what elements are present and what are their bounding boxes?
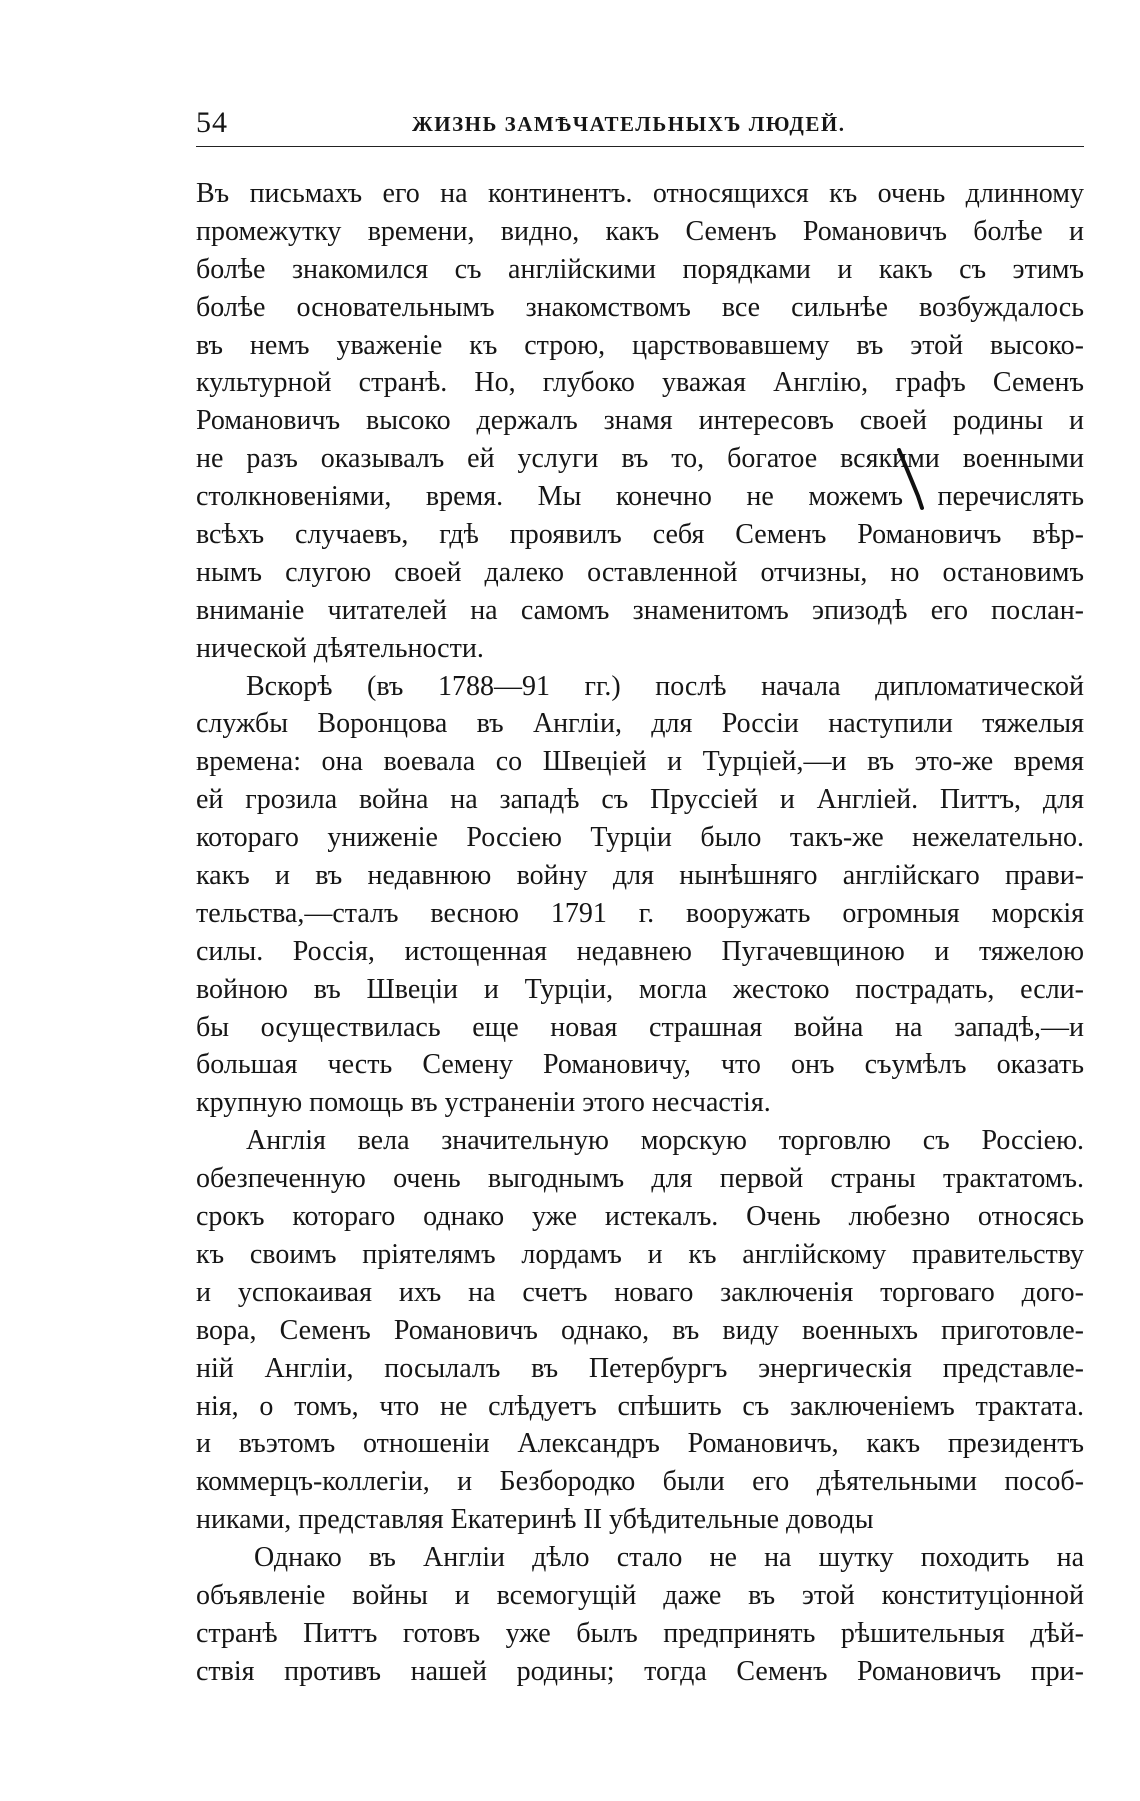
text-line: ствія противъ нашей родины; тогда Семенъ Романовичъ при- — [196, 1655, 1084, 1687]
text-line: столкновеніями, время. Мы конечно не можемъ перечислять — [196, 481, 1084, 513]
text-line: службы Воронцова въ Англіи, для Россіи наступили тяжелыя — [196, 708, 1084, 740]
text-line: войною въ Швеціи и Турціи, могла жестоко пострадать, если- — [196, 973, 1084, 1005]
text-line: промежутку времени, видно, какъ Семенъ Романовичъ болѣе и — [196, 215, 1084, 247]
text-line: вниманіе читателей на самомъ знаменитомъ эпизодѣ его послан- — [196, 594, 1084, 626]
page-number: 54 — [196, 106, 228, 139]
text-line: тельства,—сталъ весною 1791 г. вооружать огромныя морскія — [196, 897, 1084, 929]
text-line: крупную помощь въ устраненіи этого несчастія. — [196, 1087, 771, 1119]
header-rule — [196, 146, 1084, 147]
text-line: объявленіе войны и всемогущій даже въ этой конституціонной — [196, 1579, 1084, 1611]
text-line: бы осуществилась еще новая страшная война на западѣ,—и — [196, 1011, 1084, 1043]
text-line: Вскорѣ (въ 1788—91 гг.) послѣ начала дипломатической — [246, 670, 1084, 702]
text-line: вора, Семенъ Романовичъ однако, въ виду военныхъ приготовле- — [196, 1314, 1084, 1346]
text-line: и въэтомъ отношеніи Александръ Романовичъ, какъ президентъ — [196, 1428, 1084, 1460]
text-line: ей грозила война на западѣ съ Пруссіей и Англіей. Питтъ, для — [196, 784, 1084, 816]
text-line: Романовичъ высоко держалъ знамя интересовъ своей родины и — [196, 405, 1084, 437]
text-line: никами, представляя Екатеринѣ II убѣдительные доводы — [196, 1504, 874, 1536]
body-text — [196, 175, 1084, 1691]
text-line: къ своимъ пріятелямъ лордамъ и къ англійскому правительству — [196, 1238, 1084, 1270]
text-line: времена: она воевала со Швеціей и Турціей,—и въ это-же время — [196, 746, 1084, 778]
text-line: въ немъ уваженіе къ строю, царствовавшему въ этой высоко- — [196, 329, 1084, 361]
text-line: ній Англіи, посылалъ въ Петербургъ энергическія представле- — [196, 1352, 1084, 1384]
text-line: Въ письмахъ его на континентъ. относящихся къ очень длинному — [196, 178, 1084, 209]
book-title: ЖИЗНЬ ЗАМѢЧАТЕЛЬНЫХЪ ЛЮДЕЙ. — [412, 112, 846, 136]
text-line: не разъ оказывалъ ей услуги въ то, богатое всякими военными — [196, 443, 1084, 475]
text-line: и успокаивая ихъ на счетъ новаго заключенія торговаго дого- — [196, 1276, 1084, 1308]
text-line: нымъ слугою своей далеко оставленной отчизны, но остановимъ — [196, 556, 1084, 588]
text-line: всѣхъ случаевъ, гдѣ проявилъ себя Семенъ Романовичъ вѣр- — [196, 519, 1084, 551]
text-line: коммерцъ-коллегіи, и Безбородко были его дѣятельными пособ- — [196, 1466, 1084, 1498]
text-line: Однако въ Англіи дѣло стало не на шутку походить на — [254, 1542, 1084, 1574]
text-line: болѣе знакомился съ англійскими порядками и какъ съ этимъ — [196, 253, 1084, 285]
text-line: Англія вела значительную морскую торговлю съ Россіею. — [246, 1125, 1084, 1157]
text-line: большая честь Семену Романовичу, что онъ съумѣлъ оказать — [196, 1049, 1084, 1081]
text-line: срокъ котораго однако уже истекалъ. Очень любезно относясь — [196, 1201, 1084, 1233]
text-line: силы. Россія, истощенная недавнею Пугачевщиною и тяжелою — [196, 935, 1084, 967]
running-head — [196, 105, 1084, 141]
text-line: болѣе основательнымъ знакомствомъ все сильнѣе возбуждалось — [196, 291, 1084, 323]
text-line: странѣ Питтъ готовъ уже былъ предпринять рѣшительныя дѣй- — [196, 1617, 1084, 1649]
text-line: нической дѣятельности. — [196, 632, 484, 664]
ink-mark-icon — [896, 448, 924, 512]
text-line: нія, о томъ, что не слѣдуетъ спѣшить съ заключеніемъ трактата. — [196, 1390, 1084, 1422]
text-line: обезпеченную очень выгоднымъ для первой страны трактатомъ. — [196, 1163, 1084, 1195]
text-line: культурной странѣ. Но, глубоко уважая Англію, графъ Семенъ — [196, 367, 1084, 399]
text-line: котораго униженіе Россіею Турціи было такъ-же нежелательно. — [196, 822, 1084, 854]
text-line: какъ и въ недавнюю войну для нынѣшняго англійскаго прави- — [196, 860, 1084, 892]
